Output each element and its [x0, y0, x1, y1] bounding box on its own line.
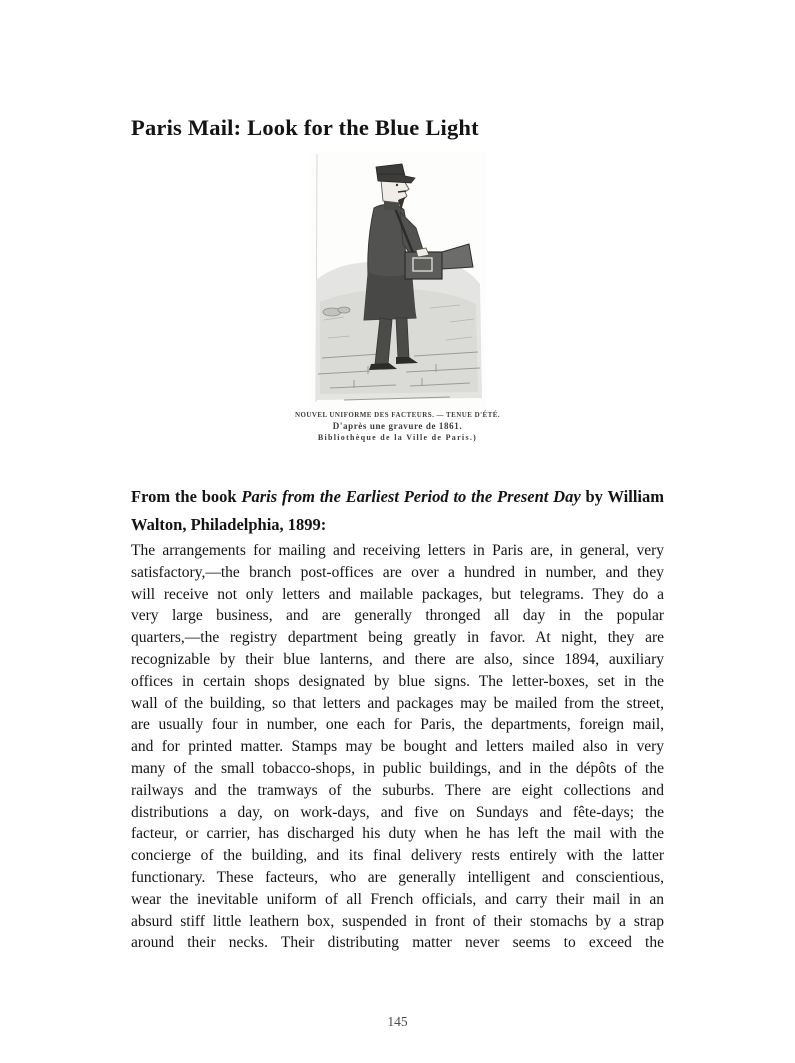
book-attribution — [131, 483, 664, 539]
page-title: Paris Mail: Look for the Blue Light — [131, 115, 479, 141]
body-text-line: will receive not only letters and mailable packages, but telegrams. They do a — [131, 585, 664, 603]
book-title: Paris from the Earliest Period to the Present Day — [241, 487, 581, 506]
body-paragraph — [131, 540, 664, 954]
body-text-line: very large business, and are generally thronged all day in the popular — [131, 607, 664, 625]
body-text-line: concierge of the building, and its final delivery rests entirely with the latter — [131, 847, 664, 865]
body-text-line: railways and the tramways of the suburbs. There are eight collections and — [131, 781, 664, 799]
body-text-line: recognizable by their blue lanterns, and there are also, since 1894, auxiliary — [131, 650, 664, 668]
body-text-line: satisfactory,—the branch post-offices are over a hundred in number, and they — [131, 563, 664, 581]
body-text-line: are usually four in number, one each for Paris, the departments, foreign mail, — [131, 716, 664, 734]
body-text-line: wear the inevitable uniform of all French officials, and carry their mail in an — [131, 890, 664, 908]
body-text-line: and for printed matter. Stamps may be bought and letters mailed also in very — [131, 738, 664, 756]
attribution-line-2: Walton, Philadelphia, 1899: — [131, 515, 327, 534]
figure-caption — [295, 411, 500, 442]
body-text-line: facteur, or carrier, has discharged his duty when he has left the mail with the — [131, 825, 664, 843]
attribution-line-1 — [131, 483, 664, 511]
body-text-line: absurd stiff little leathern box, suspended in front of their stomachs by a strap — [131, 912, 664, 930]
body-text-line: quarters,—the registry department being greatly in favor. At night, they are — [131, 629, 664, 647]
attribution-author: by William — [580, 487, 664, 506]
caption-line-2: D'après une gravure de 1861. — [332, 421, 463, 431]
body-text-line: many of the small tobacco-shops, in public buildings, and in the dépôts of the — [131, 759, 664, 777]
body-text-line: offices in certain shops designated by blue signs. The letter-boxes, set in the — [131, 672, 664, 690]
body-text-line: wall of the building, so that letters and packages may be mailed from the street, — [131, 694, 664, 712]
page-number: 145 — [387, 1014, 408, 1029]
body-text-line: around their necks. Their distributing matter never seems to exceed the — [131, 934, 664, 952]
body-text-line: distributions a day, on work-days, and five on Sundays and fête-days; the — [131, 803, 664, 821]
caption-line-1: NOUVEL UNIFORME DES FACTEURS. — TENUE D'ÉTÉ. — [294, 411, 501, 419]
postman-figure — [0, 152, 795, 442]
body-text-line: functionary. These facteurs, who are generally intelligent and conscientious, — [131, 868, 664, 886]
postman-engraving-illustration — [310, 152, 486, 408]
caption-line-3: Bibliothèque de la Ville de Paris.) — [317, 433, 478, 442]
attribution-prefix: From the book — [131, 487, 242, 506]
body-text-line: The arrangements for mailing and receiving letters in Paris are, in general, very — [131, 542, 664, 559]
